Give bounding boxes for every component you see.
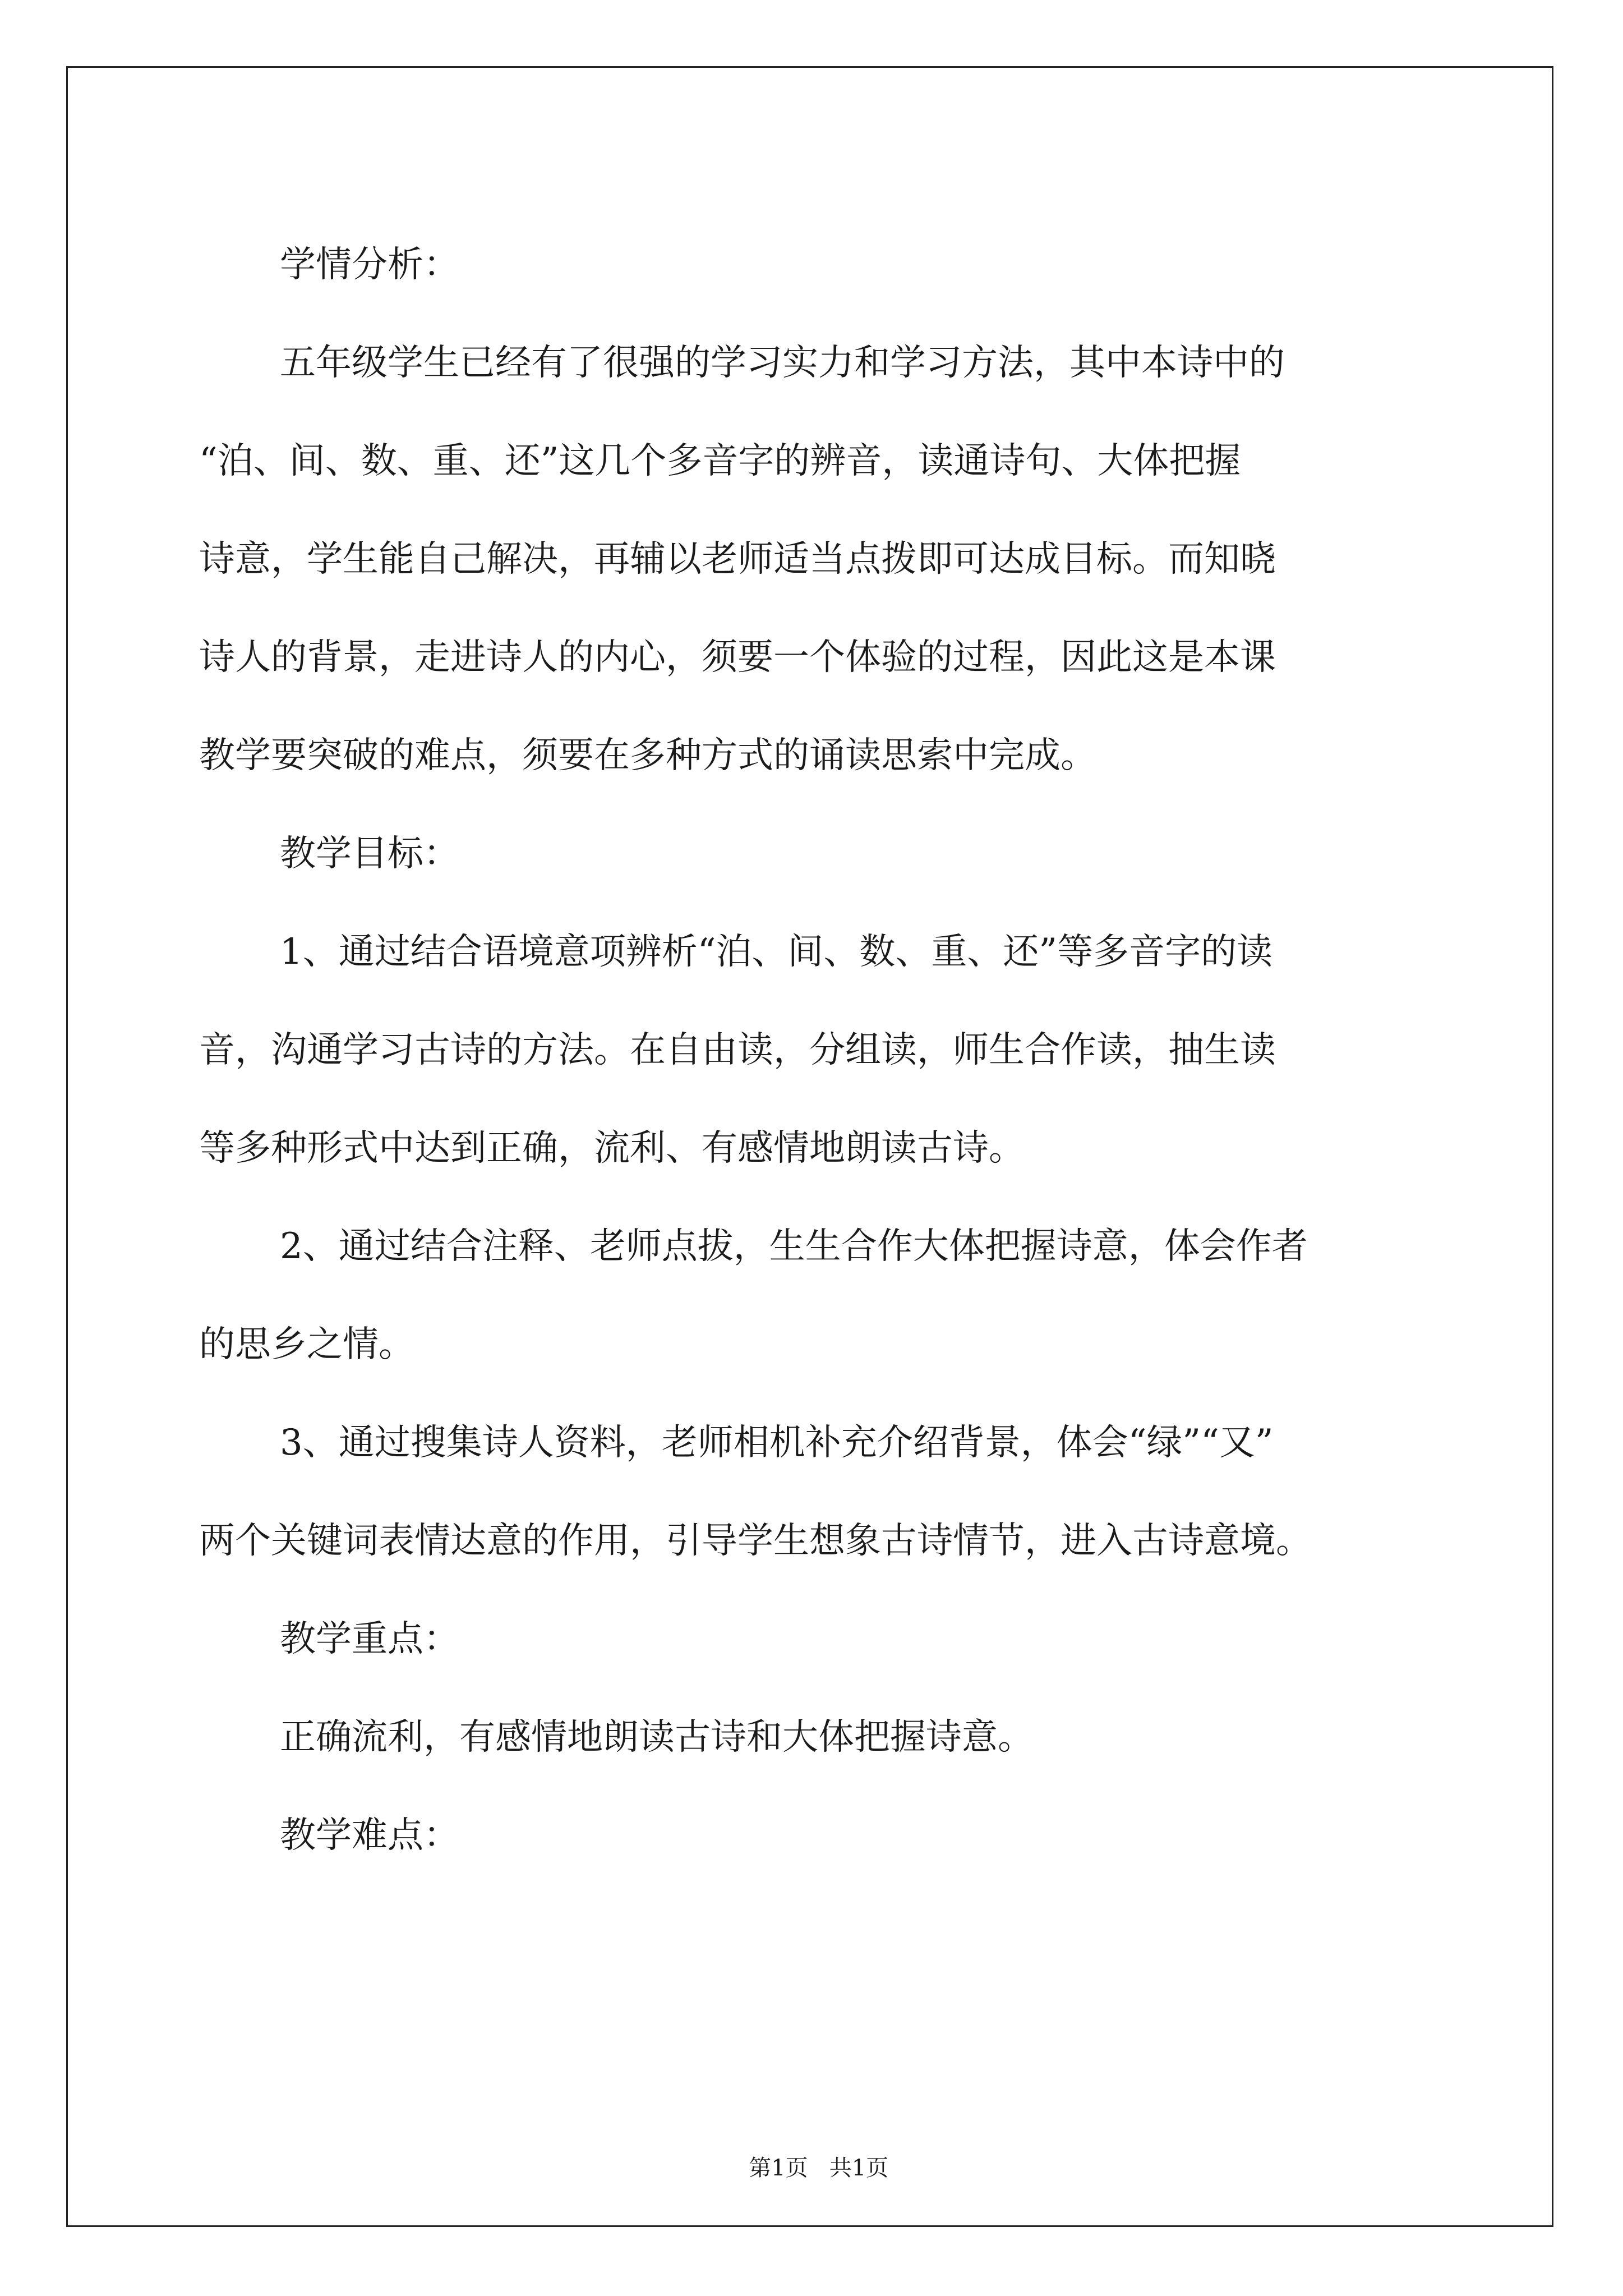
heading-student-analysis: 学情分析： — [280, 244, 459, 286]
goal-1-line-2: 音，沟通学习古诗的方法。在自由读，分组读，师生合作读，抽生读 — [199, 1029, 1276, 1071]
goal-2-line-2: 的思乡之情。 — [199, 1324, 414, 1365]
heading-teaching-goals: 教学目标： — [280, 833, 459, 875]
paragraph-student-analysis-line-5: 教学要突破的难点，须要在多种方式的诵读思索中完成。 — [199, 735, 1096, 776]
goal-1-line-3: 等多种形式中达到正确，流利、有感情地朗读古诗。 — [199, 1128, 1025, 1169]
paragraph-student-analysis-line-4: 诗人的背景，走进诗人的内心，须要一个体验的过程，因此这是本课 — [199, 637, 1276, 678]
paragraph-student-analysis-line-1: 五年级学生已经有了很强的学习实力和学习方法，其中本诗中的 — [280, 342, 1285, 384]
key-points-text: 正确流利，有感情地朗读古诗和大体把握诗意。 — [280, 1717, 1034, 1758]
page-footer — [0, 2118, 1623, 2185]
goal-1-line-1: 1、通过结合语境意项辨析“泊、间、数、重、还”等多音字的读 — [280, 931, 1273, 973]
goal-2-line-1: 2、通过结合注释、老师点拔，生生合作大体把握诗意，体会作者 — [280, 1226, 1308, 1267]
heading-key-points: 教学重点： — [280, 1618, 459, 1660]
page-number-label: 第1页 共1页 — [749, 2155, 889, 2181]
paragraph-student-analysis-line-3: 诗意，学生能自己解决，再辅以老师适当点拨即可达成目标。而知晓 — [199, 539, 1276, 580]
paragraph-student-analysis-line-2: “泊、间、数、重、还”这几个多音字的辨音，读通诗句、大体把握 — [199, 440, 1241, 482]
document-body — [199, 216, 1433, 1885]
goal-3-line-1: 3、通过搜集诗人资料，老师相机补充介绍背景，体会“绿”“又” — [280, 1422, 1274, 1464]
heading-difficulties: 教学难点： — [280, 1815, 459, 1856]
goal-3-line-2: 两个关键词表情达意的作用，引导学生想象古诗情节，进入古诗意境。 — [199, 1520, 1312, 1562]
